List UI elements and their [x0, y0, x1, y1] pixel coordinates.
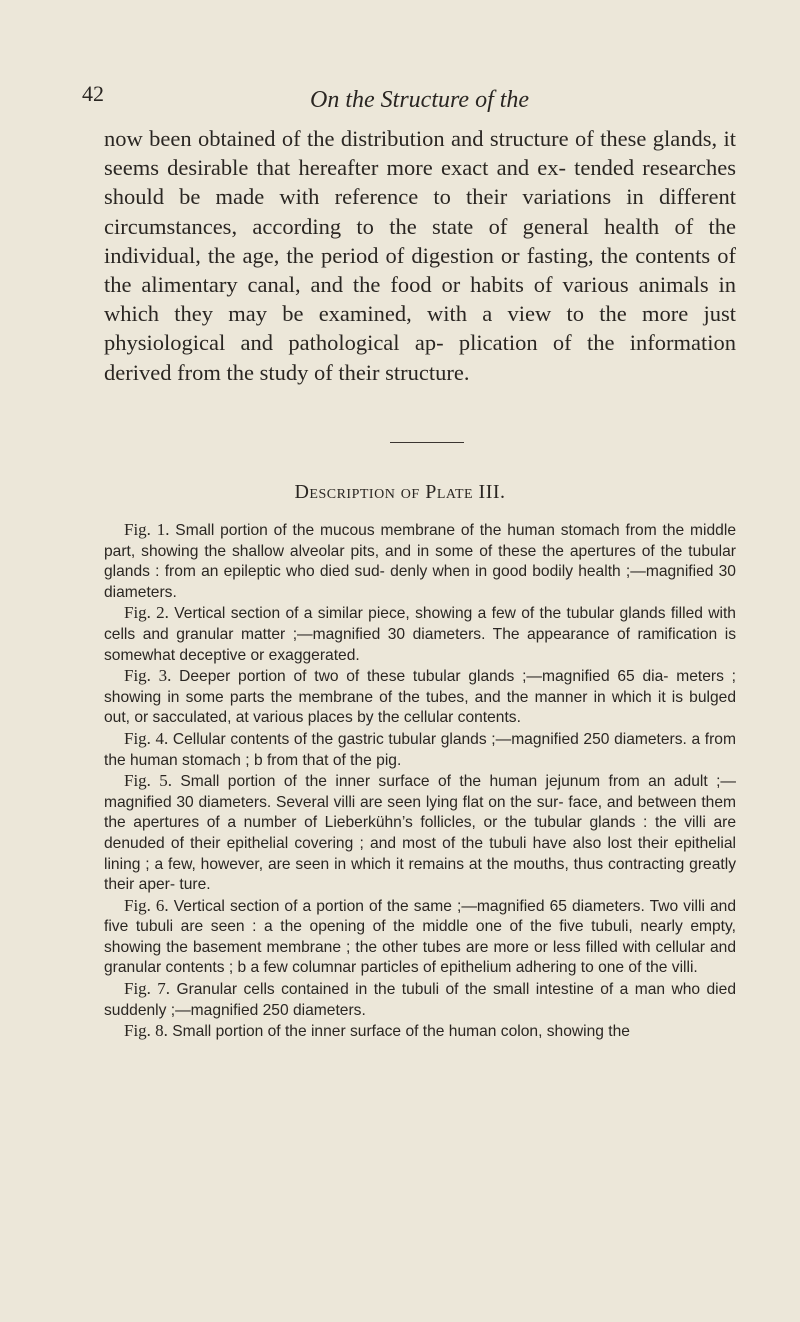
running-head	[0, 80, 800, 112]
figure-text: Small portion of the inner surface of the human jejunum from an adult ;—magnified 30 diameters. Several villi are seen lying flat on the sur- face, and between them the apertures of a number of Lieberkühn’s follicles, or the tubular glands : the villi are denuded of their epithelial covering ; and most of the tubuli have also lost their epithelial lining ; a few, however, are seen in which it remains at the mouths, thus contracting greatly their aper- ture.	[104, 773, 736, 894]
figure-text: Vertical section of a similar piece, showing a few of the tubular glands filled with cells and granular matter ;—magnified 30 diameters. The appearance of ramification is somewhat deceptive or exaggerated.	[104, 605, 736, 664]
figure-description-7	[104, 979, 736, 1021]
figure-description-1	[104, 520, 736, 603]
figure-label: Fig. 8.	[124, 1021, 168, 1041]
figure-description-8	[104, 1021, 736, 1043]
figure-description-4	[104, 729, 736, 771]
running-title: On the Structure of the	[310, 87, 530, 113]
figure-descriptions	[104, 520, 736, 1043]
figure-description-2	[104, 603, 736, 666]
body-paragraph: now been obtained of the distribution and structure of these glands, it seems desirable that hereafter more exact and ex- tended researches should be made with reference to their variations in different circumstances, according to the state of general health of the individual, the age, the period of digestion or fasting, the contents of the alimentary canal, and the food or habits of various animals in which they may be examined, with a view to the more just physiological and pathological ap- plication of the information derived from the study of their structure.	[104, 126, 736, 385]
figure-description-3	[104, 666, 736, 729]
figure-text: Cellular contents of the gastric tubular glands ;—magnified 250 diameters. a from the human stomach ; b from that of the pig.	[104, 730, 736, 769]
section-heading: Description of Plate III.	[294, 481, 506, 503]
figure-text: Small portion of the inner surface of the human colon, showing the	[172, 1023, 630, 1041]
figure-text: Granular cells contained in the tubuli of the small intestine of a man who died suddenly ;—magnified 250 diameters.	[104, 981, 736, 1019]
figure-label: Fig. 1.	[124, 520, 170, 539]
figure-label: Fig. 7.	[124, 979, 171, 999]
figure-text: Small portion of the mucous membrane of the human stomach from the middle part, showing the shallow alveolar pits, and in some of these the apertures of the tubular glands : from an epileptic who died sud- denly when in good bodily health ;—magnified 30 diameters.	[104, 522, 736, 601]
figure-text: Deeper portion of two of these tubular glands ;—magnified 65 dia- meters ; showing in some parts the membrane of the tubes, and the manner in which it is bulged out, or sacculated, at various places by the cellular contents.	[104, 668, 736, 727]
figure-description-6	[104, 896, 736, 979]
figure-text: Vertical section of a portion of the same ;—magnified 65 diameters. Two villi and five tubuli are seen : a the opening of the middle one of the five tubuli, nearly empty, showing the basement membrane ; the other tubes are more or less filled with cellular and granular contents ; b a few columnar particles of epithelium adhering to one of the villi.	[104, 897, 736, 977]
figure-label: Fig. 5.	[124, 771, 172, 791]
figure-label: Fig. 6.	[124, 895, 169, 915]
figure-label: Fig. 2.	[124, 603, 169, 623]
figure-label: Fig. 4.	[124, 728, 169, 748]
figure-description-5	[104, 771, 736, 896]
section-divider	[390, 442, 464, 443]
page-number: 42	[82, 81, 104, 106]
figure-label: Fig. 3.	[124, 666, 172, 686]
